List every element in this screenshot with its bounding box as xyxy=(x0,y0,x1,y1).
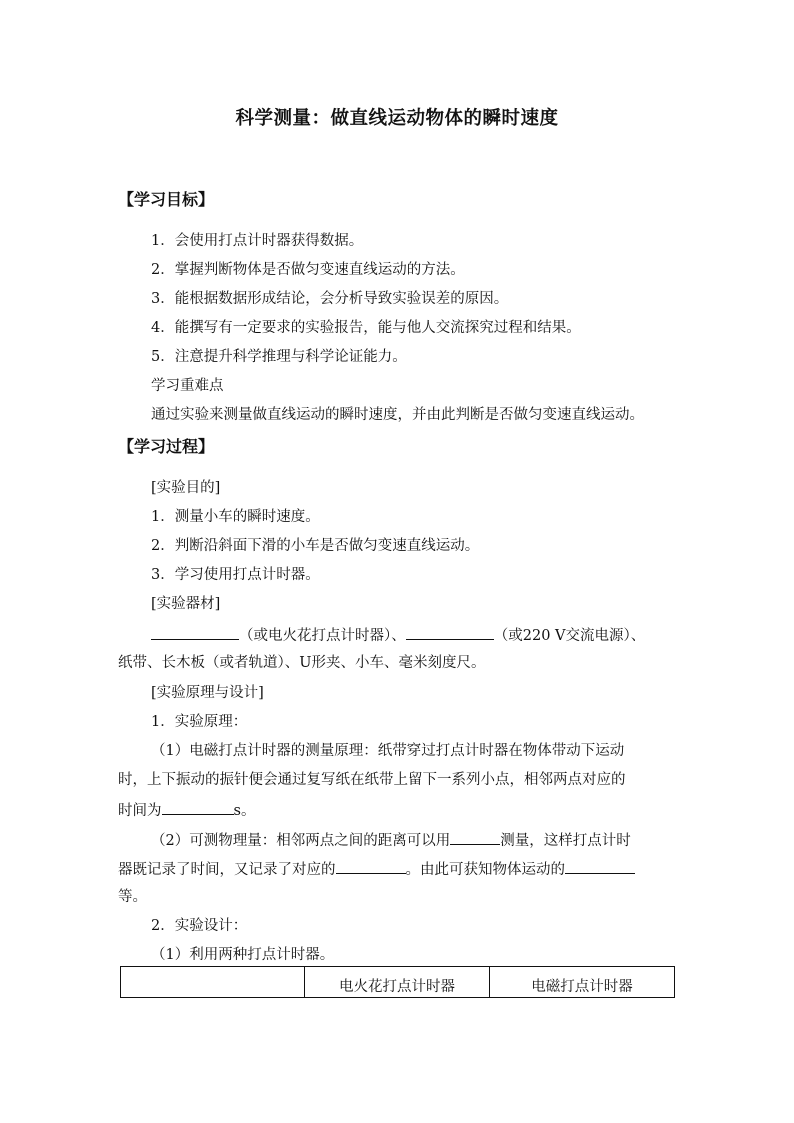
purpose-item: 3．学习使用打点计时器。 xyxy=(151,567,320,583)
fill-blank[interactable] xyxy=(151,624,239,640)
purpose-item: 1．测量小车的瞬时速度。 xyxy=(151,509,320,525)
goal-item: 5．注意提升科学推理与科学论证能力。 xyxy=(151,349,407,365)
goal-item: 4．能撰写有一定要求的实验报告，能与他人交流探究过程和结果。 xyxy=(151,320,581,336)
goals-heading: 【学习目标】 xyxy=(118,190,215,209)
principle-1-line: （1）电磁打点计时器的测量原理：纸带穿过打点计时器在物体带动下运动 xyxy=(151,743,625,759)
equipment-label: [实验器材] xyxy=(151,596,221,612)
goal-item: 2．掌握判断物体是否做匀变速直线运动的方法。 xyxy=(151,262,465,278)
principle-1-line xyxy=(118,799,255,821)
design-title: 2．实验设计： xyxy=(151,918,248,934)
principle-text: 。由此可获知物体运动的 xyxy=(405,862,565,878)
fill-blank[interactable] xyxy=(162,799,234,815)
process-heading: 【学习过程】 xyxy=(118,437,215,456)
principle-text: 时间为 xyxy=(118,803,162,819)
equipment-line-2: 纸带、长木板（或者轨道）、U形夹、小车、毫米刻度尺。 xyxy=(118,655,486,671)
table-header-cell: 电火花打点计时器 xyxy=(305,967,490,998)
principle-text: 器既记录了时间，又记录了对应的 xyxy=(118,862,336,878)
fill-blank[interactable] xyxy=(406,624,494,640)
goal-item: 3．能根据数据形成结论，会分析导致实验误差的原因。 xyxy=(151,291,509,307)
principle-1-line: 时，上下振动的振针便会通过复写纸在纸带上留下一系列小点，相邻两点对应的 xyxy=(118,772,626,788)
timer-comparison-table xyxy=(120,966,675,998)
principle-text: s。 xyxy=(233,803,256,819)
principle-2-line: 等。 xyxy=(118,889,147,905)
principle-2-line xyxy=(118,858,635,880)
table-header-cell xyxy=(121,967,305,998)
equipment-line-1 xyxy=(151,624,645,646)
purpose-label: [实验目的] xyxy=(151,480,221,496)
key-points-label: 学习重难点 xyxy=(151,378,224,394)
fill-blank[interactable] xyxy=(336,858,406,874)
principle-text: （2）可测物理量：相邻两点之间的距离可以用 xyxy=(151,833,451,849)
equipment-text: （或电火花打点计时器）、 xyxy=(239,628,406,644)
design-item: （1）利用两种打点计时器。 xyxy=(151,947,335,963)
principle-2-line xyxy=(151,829,631,851)
goal-item: 1．会使用打点计时器获得数据。 xyxy=(151,233,364,249)
table-header-cell: 电磁打点计时器 xyxy=(490,967,675,998)
fill-blank[interactable] xyxy=(450,829,500,845)
principle-text: 测量，这样打点计时 xyxy=(500,833,631,849)
page-title: 科学测量：做直线运动物体的瞬时速度 xyxy=(235,108,559,129)
equipment-text: （或220 V交流电源）、 xyxy=(493,628,646,644)
principle-label: [实验原理与设计] xyxy=(151,685,264,701)
key-points-text: 通过实验来测量做直线运动的瞬时速度，并由此判断是否做匀变速直线运动。 xyxy=(151,407,644,423)
table-header-row xyxy=(121,967,675,998)
fill-blank[interactable] xyxy=(565,858,635,874)
purpose-item: 2．判断沿斜面下滑的小车是否做匀变速直线运动。 xyxy=(151,538,480,554)
principle-title: 1．实验原理： xyxy=(151,714,248,730)
